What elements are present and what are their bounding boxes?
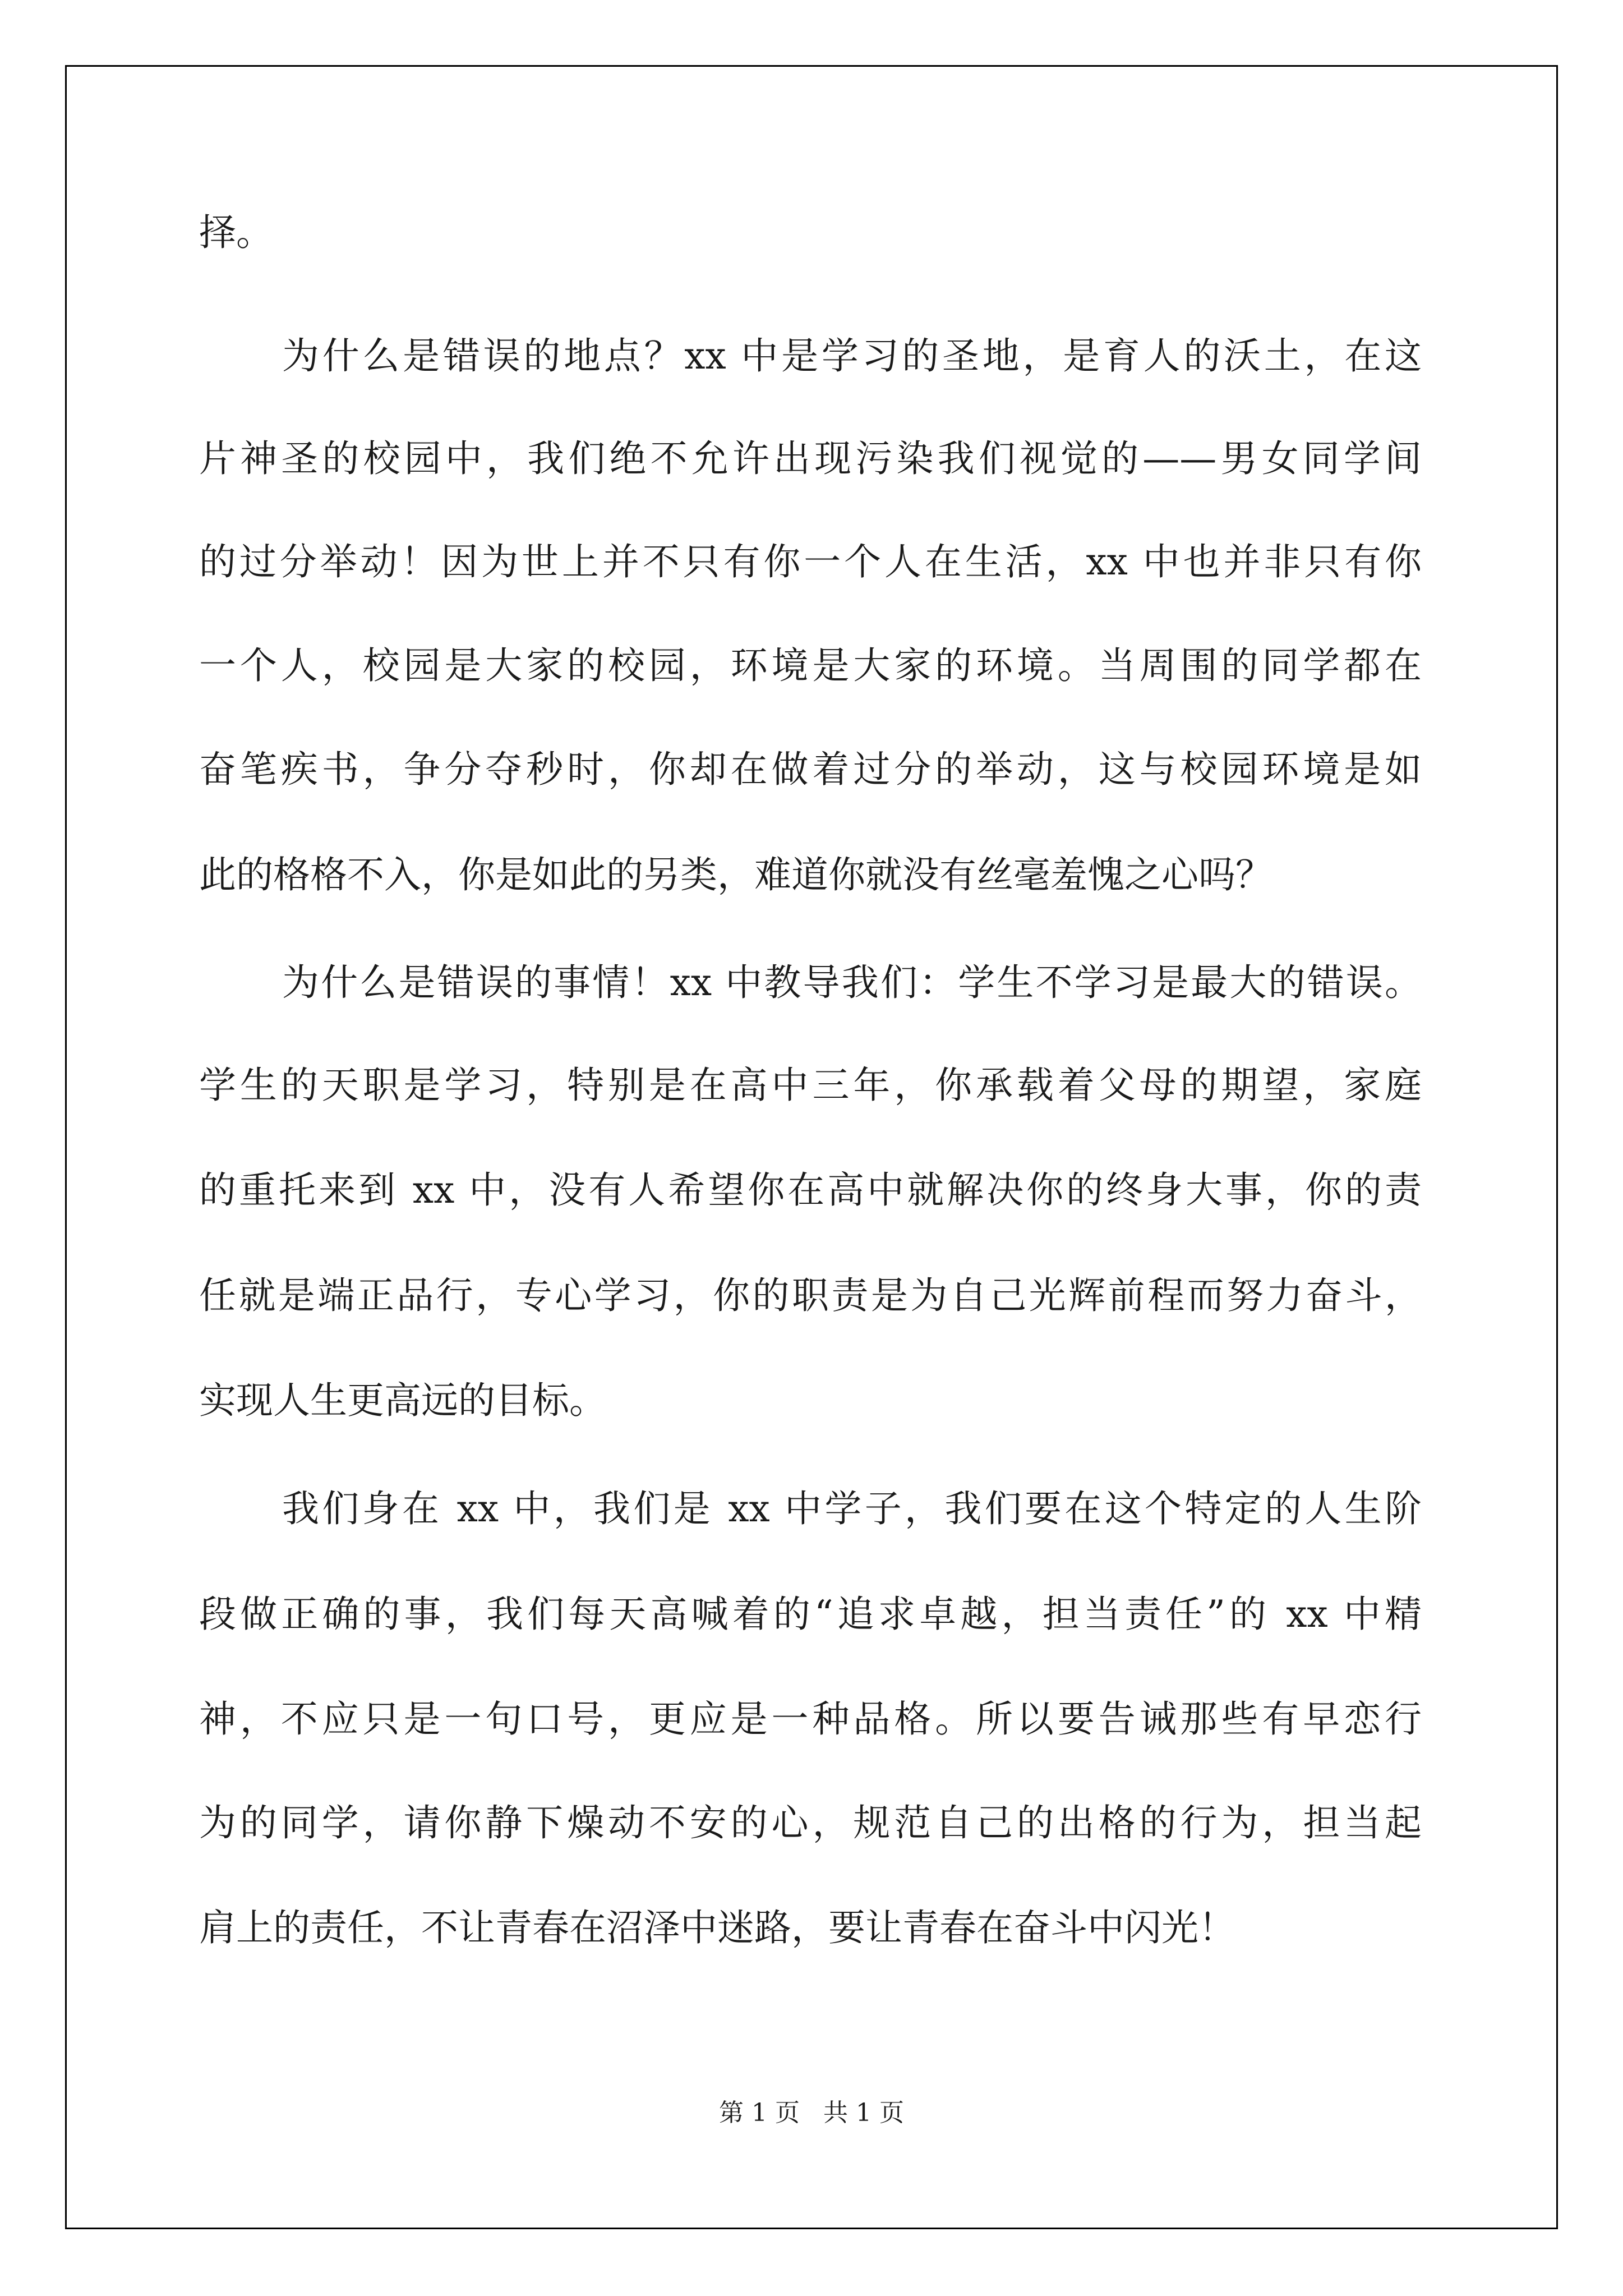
text-line: 肩上的责任，不让青春在沼泽中迷路，要让青春在奋斗中闪光！: [199, 1906, 1235, 1949]
text-line: 一个人，校园是大家的校园，环境是大家的环境。当周围的同学都在: [199, 644, 1422, 687]
text-line: 奋笔疾书，争分夺秒时，你却在做着过分的举动，这与校园环境是如: [199, 748, 1422, 791]
text-line: 实现人生更高远的目标。: [199, 1379, 606, 1422]
text-line: 的过分举动！因为世上并不只有你一个人在生活，xx 中也并非只有你: [199, 540, 1422, 583]
text-line: 学生的天职是学习，特别是在高中三年，你承载着父母的期望，家庭: [199, 1064, 1422, 1107]
text-line: 的重托来到 xx 中，没有人希望你在高中就解决你的终身大事，你的责: [199, 1168, 1422, 1212]
page-border: [65, 65, 1558, 2229]
text-line: 此的格格不入，你是如此的另类，难道你就没有丝毫羞愧之心吗？: [199, 853, 1272, 896]
text-line: 为的同学，请你静下燥动不安的心，规范自己的出格的行为，担当起: [199, 1801, 1422, 1844]
text-line: 段做正确的事，我们每天高喊着的“追求卓越，担当责任”的 xx 中精: [199, 1593, 1422, 1636]
text-line: 为什么是错误的事情！xx 中教导我们：学生不学习是最大的错误。: [282, 961, 1422, 1004]
text-line: 择。: [199, 211, 273, 254]
text-line: 为什么是错误的地点？xx 中是学习的圣地，是育人的沃土，在这: [282, 334, 1422, 378]
text-line: 我们身在 xx 中，我们是 xx 中学子，我们要在这个特定的人生阶: [282, 1487, 1422, 1530]
page-footer: 第 1 页 共 1 页: [719, 2099, 904, 2127]
text-line: 片神圣的校园中，我们绝不允许出现污染我们视觉的——男女同学间: [199, 437, 1422, 480]
text-line: 任就是端正品行，专心学习，你的职责是为自己光辉前程而努力奋斗，: [199, 1274, 1422, 1317]
text-line: 神，不应只是一句口号，更应是一种品格。所以要告诫那些有早恋行: [199, 1697, 1422, 1741]
